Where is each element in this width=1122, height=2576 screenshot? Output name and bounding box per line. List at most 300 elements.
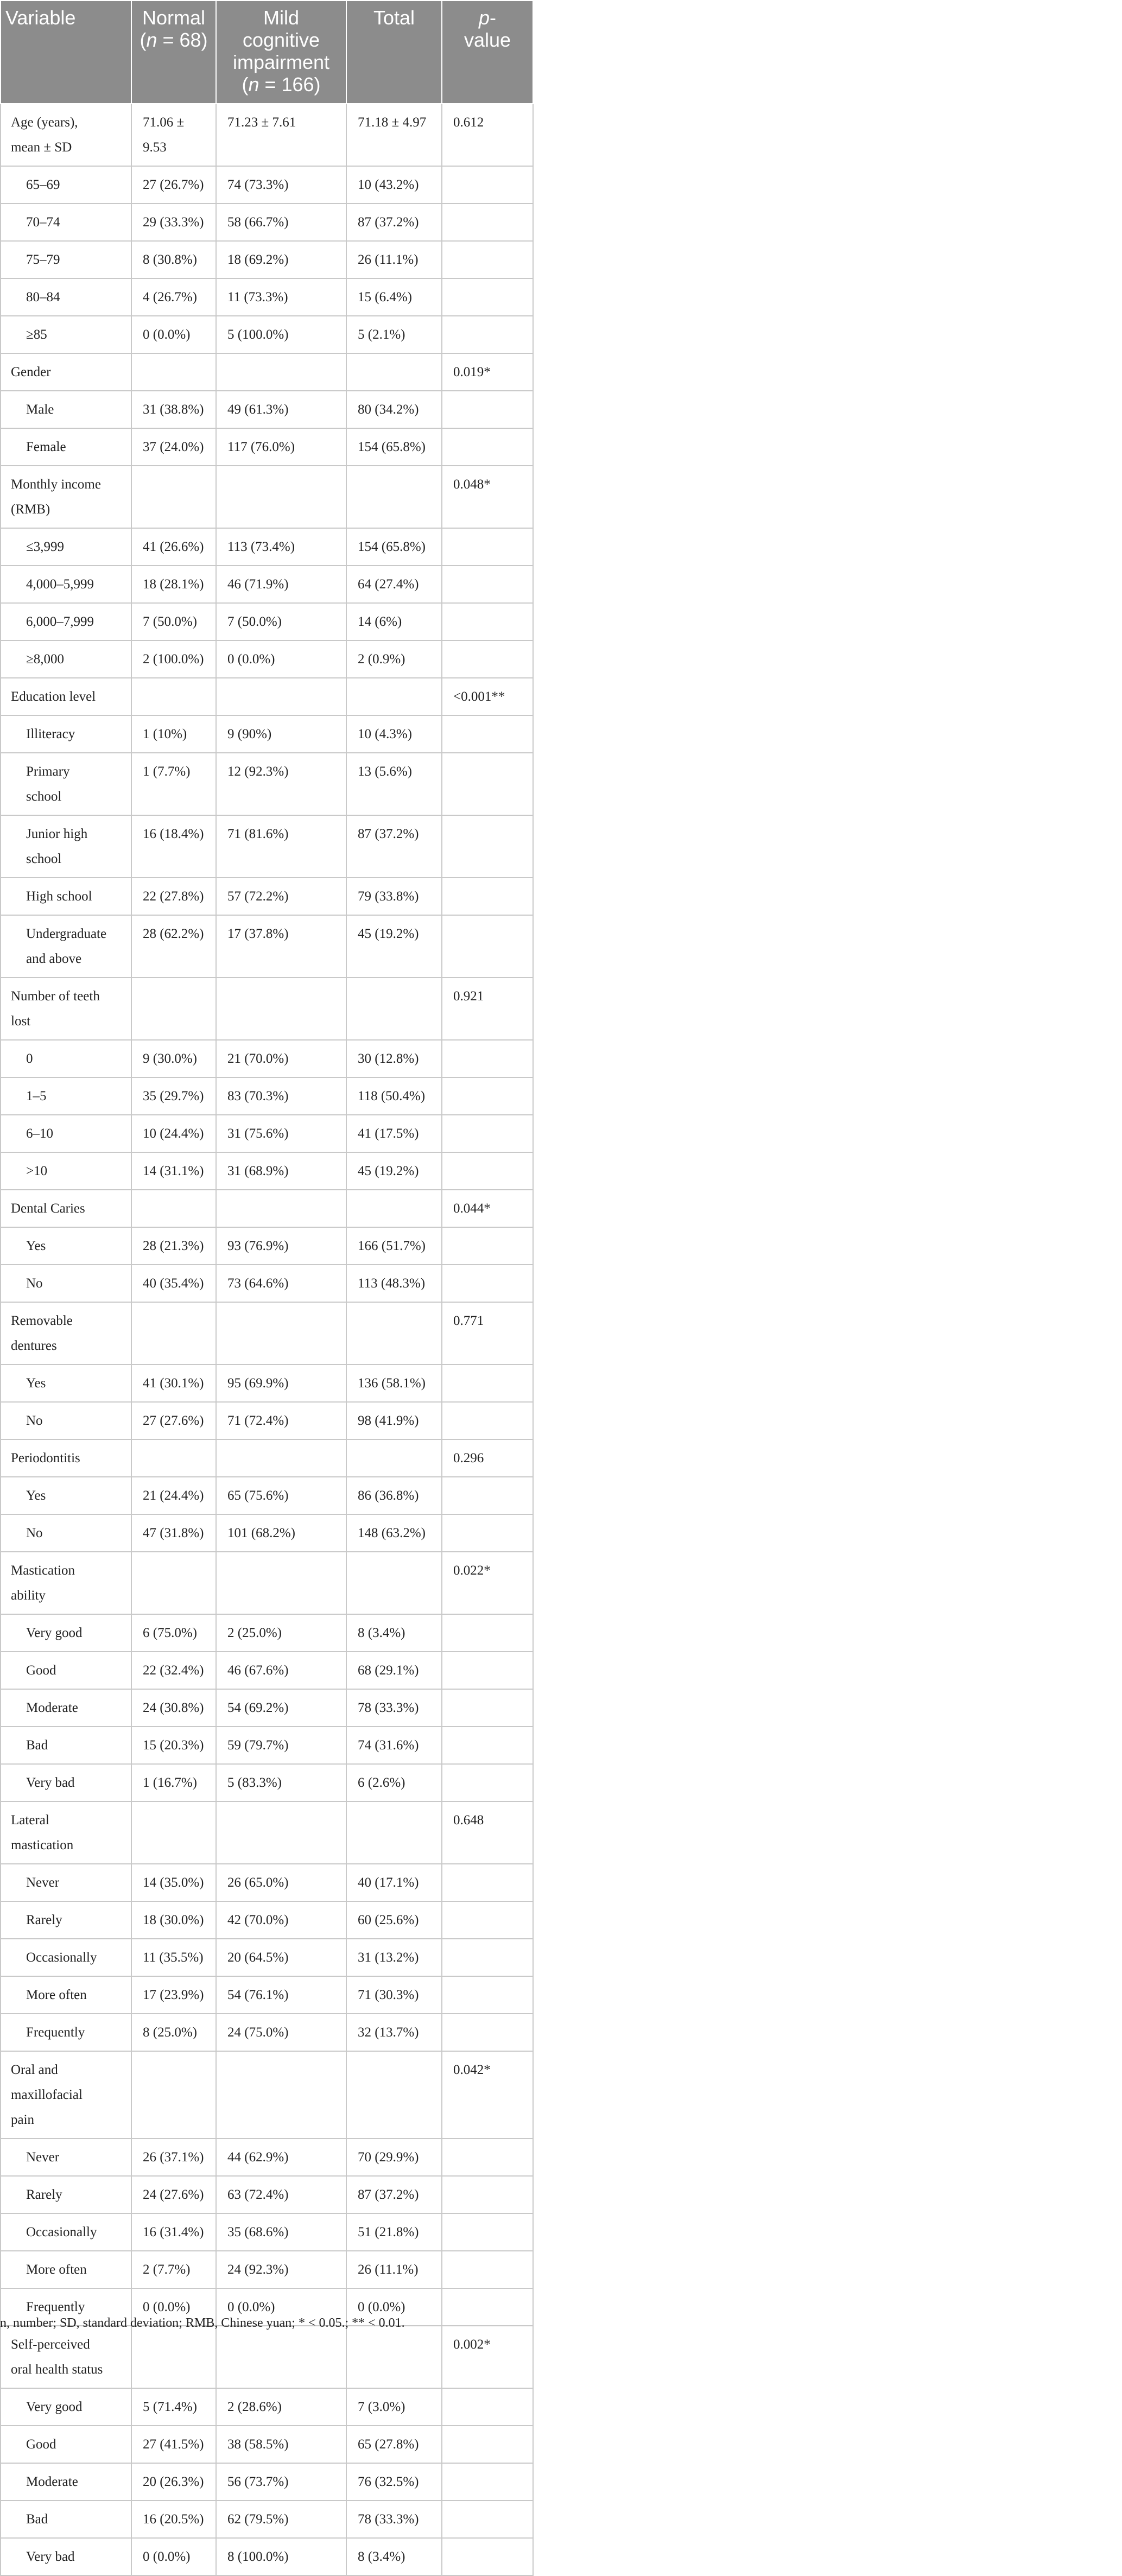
header-line: (n = 166) [242, 73, 321, 96]
variable-label: Good [26, 1663, 56, 1678]
normal-cell [131, 1801, 216, 1864]
table-row [1, 2014, 533, 2051]
normal-cell [131, 2326, 216, 2388]
p-value-cell [442, 2139, 533, 2176]
normal-cell: 15 (20.3%) [131, 1727, 216, 1764]
mci-cell: 74 (73.3%) [216, 166, 346, 204]
normal-cell: 24 (30.8%) [131, 1689, 216, 1727]
mci-cell: 38 (58.5%) [216, 2426, 346, 2463]
p-value-cell [442, 1939, 533, 1976]
total-cell: 136 (58.1%) [346, 1365, 442, 1402]
variable-cell [1, 391, 131, 428]
total-cell: 60 (25.6%) [346, 1901, 442, 1939]
table-row [1, 1402, 533, 1439]
table-row [1, 1901, 533, 1939]
variable-label: 80–84 [26, 290, 60, 304]
mci-cell: 58 (66.7%) [216, 204, 346, 241]
normal-cell: 17 (23.9%) [131, 1976, 216, 2014]
total-cell: 0 (0.0%) [346, 2288, 442, 2326]
total-cell: 7 (3.0%) [346, 2388, 442, 2426]
table-row [1, 1227, 533, 1265]
p-value-cell [442, 2213, 533, 2251]
variable-cell [1, 678, 131, 715]
normal-cell: 21 (24.4%) [131, 1477, 216, 1514]
variable-cell [1, 1689, 131, 1727]
p-value-cell: 0.042* [442, 2051, 533, 2139]
p-value-cell: 0.044* [442, 1190, 533, 1227]
p-value-cell [442, 1514, 533, 1552]
variable-cell [1, 715, 131, 753]
p-value-cell [442, 1115, 533, 1152]
normal-cell: 26 (37.1%) [131, 2139, 216, 2176]
variable-cell [1, 1552, 131, 1614]
mci-cell: 62 (79.5%) [216, 2501, 346, 2538]
total-cell [346, 2326, 442, 2388]
variable-cell [1, 878, 131, 915]
total-cell: 68 (29.1%) [346, 1652, 442, 1689]
mci-cell: 31 (68.9%) [216, 1152, 346, 1190]
normal-cell: 9 (30.0%) [131, 1040, 216, 1077]
mci-cell: 93 (76.9%) [216, 1227, 346, 1265]
table-row [1, 1115, 533, 1152]
normal-cell: 47 (31.8%) [131, 1514, 216, 1552]
total-cell: 118 (50.4%) [346, 1077, 442, 1115]
mci-cell: 2 (25.0%) [216, 1614, 346, 1652]
p-value-cell [442, 2014, 533, 2051]
total-cell: 15 (6.4%) [346, 278, 442, 316]
variable-cell [1, 1077, 131, 1115]
variable-cell [1, 2501, 131, 2538]
total-cell: 79 (33.8%) [346, 878, 442, 915]
normal-cell: 31 (38.8%) [131, 391, 216, 428]
table-row [1, 2326, 533, 2388]
variable-cell [1, 1976, 131, 2014]
mci-cell [216, 2051, 346, 2139]
mci-cell: 9 (90%) [216, 715, 346, 753]
mci-cell [216, 1439, 346, 1477]
header-line: Variable [5, 7, 76, 29]
normal-cell: 5 (71.4%) [131, 2388, 216, 2426]
p-value-cell: 0.648 [442, 1801, 533, 1864]
normal-cell: 7 (50.0%) [131, 603, 216, 640]
header-line: Normal [142, 7, 205, 29]
table-row [1, 1152, 533, 1190]
mci-cell: 73 (64.6%) [216, 1265, 346, 1302]
variable-label: Bad [26, 1738, 48, 1753]
mci-cell: 59 (79.7%) [216, 1727, 346, 1764]
table-row [1, 353, 533, 391]
total-cell [346, 1439, 442, 1477]
total-cell [346, 353, 442, 391]
p-value-cell [442, 815, 533, 878]
normal-cell: 24 (27.6%) [131, 2176, 216, 2213]
normal-cell: 6 (75.0%) [131, 1614, 216, 1652]
normal-cell: 22 (32.4%) [131, 1652, 216, 1689]
table-row [1, 678, 533, 715]
table-row [1, 715, 533, 753]
normal-cell [131, 678, 216, 715]
p-value-cell: 0.612 [442, 104, 533, 166]
variable-cell [1, 1115, 131, 1152]
mci-cell [216, 1552, 346, 1614]
p-value-cell [442, 528, 533, 566]
variable-label: Frequently [26, 2025, 85, 2040]
total-cell [346, 466, 442, 528]
total-cell [346, 678, 442, 715]
table-row [1, 316, 533, 353]
variable-label: Primary [26, 764, 70, 779]
mci-cell: 54 (76.1%) [216, 1976, 346, 2014]
mci-cell: 71 (81.6%) [216, 815, 346, 878]
p-value-cell [442, 715, 533, 753]
variable-label: (RMB) [11, 502, 50, 517]
variable-cell [1, 2426, 131, 2463]
normal-cell: 10 (24.4%) [131, 1115, 216, 1152]
variable-cell [1, 1152, 131, 1190]
total-cell: 14 (6%) [346, 603, 442, 640]
variable-label: ≤3,999 [26, 540, 64, 554]
total-cell: 76 (32.5%) [346, 2463, 442, 2501]
table-row [1, 241, 533, 278]
total-cell: 32 (13.7%) [346, 2014, 442, 2051]
p-value-cell [442, 1077, 533, 1115]
mci-cell: 35 (68.6%) [216, 2213, 346, 2251]
variable-cell [1, 1514, 131, 1552]
normal-cell: 18 (30.0%) [131, 1901, 216, 1939]
mci-cell: 17 (37.8%) [216, 915, 346, 978]
mci-cell [216, 1302, 346, 1365]
table-row [1, 1077, 533, 1115]
variable-cell [1, 204, 131, 241]
variable-cell [1, 2538, 131, 2575]
total-cell: 6 (2.6%) [346, 1764, 442, 1801]
mci-cell: 8 (100.0%) [216, 2538, 346, 2575]
total-cell: 26 (11.1%) [346, 241, 442, 278]
variable-label: ≥8,000 [26, 652, 64, 667]
table-row [1, 1864, 533, 1901]
variable-label: school [26, 789, 62, 804]
mci-cell: 18 (69.2%) [216, 241, 346, 278]
variable-cell [1, 1652, 131, 1689]
p-value-cell [442, 1040, 533, 1077]
mci-cell: 101 (68.2%) [216, 1514, 346, 1552]
total-cell [346, 1552, 442, 1614]
table-row [1, 391, 533, 428]
total-cell: 78 (33.3%) [346, 1689, 442, 1727]
variable-label: Rarely [26, 2187, 62, 2202]
mci-cell: 113 (73.4%) [216, 528, 346, 566]
p-value-cell [442, 1402, 533, 1439]
demographics-table [0, 0, 534, 2576]
variable-cell [1, 1477, 131, 1514]
total-cell [346, 1801, 442, 1864]
header-variable [1, 1, 131, 104]
normal-cell: 41 (30.1%) [131, 1365, 216, 1402]
mci-cell: 21 (70.0%) [216, 1040, 346, 1077]
p-value-cell [442, 2176, 533, 2213]
normal-cell: 8 (30.8%) [131, 241, 216, 278]
variable-cell [1, 2213, 131, 2251]
variable-label: Yes [26, 1376, 46, 1391]
p-value-cell [442, 566, 533, 603]
variable-label: Never [26, 2150, 60, 2165]
table-row [1, 1939, 533, 1976]
header-p-value [442, 1, 533, 104]
variable-label: Illiteracy [26, 727, 75, 741]
total-cell: 87 (37.2%) [346, 2176, 442, 2213]
table-row [1, 1976, 533, 2014]
variable-cell [1, 1302, 131, 1365]
normal-cell: 18 (28.1%) [131, 566, 216, 603]
normal-cell: 22 (27.8%) [131, 878, 216, 915]
variable-label: Bad [26, 2512, 48, 2527]
table-row [1, 1801, 533, 1864]
mci-cell [216, 1801, 346, 1864]
normal-cell: 14 (35.0%) [131, 1864, 216, 1901]
p-value-cell [442, 2388, 533, 2426]
total-cell: 113 (48.3%) [346, 1265, 442, 1302]
table-row [1, 166, 533, 204]
mci-cell: 71.23 ± 7.61 [216, 104, 346, 166]
table-row [1, 1652, 533, 1689]
variable-label: Occasionally [26, 1950, 97, 1965]
variable-label: school [26, 852, 62, 866]
variable-cell [1, 640, 131, 678]
variable-label: No [26, 1413, 43, 1428]
total-cell: 40 (17.1%) [346, 1864, 442, 1901]
header-line: Total [373, 7, 415, 29]
table-row [1, 2463, 533, 2501]
normal-cell: 4 (26.7%) [131, 278, 216, 316]
mci-cell: 5 (83.3%) [216, 1764, 346, 1801]
variable-label: Monthly income [11, 477, 101, 492]
variable-cell [1, 1614, 131, 1652]
p-value-cell [442, 878, 533, 915]
normal-cell: 14 (31.1%) [131, 1152, 216, 1190]
table-row [1, 1265, 533, 1302]
normal-cell: 1 (16.7%) [131, 1764, 216, 1801]
total-cell: 10 (43.2%) [346, 166, 442, 204]
normal-cell: 0 (0.0%) [131, 316, 216, 353]
variable-label: Junior high [26, 827, 88, 841]
variable-label: Age (years), [11, 115, 78, 130]
mci-cell: 12 (92.3%) [216, 753, 346, 815]
normal-cell: 28 (62.2%) [131, 915, 216, 978]
header-normal [131, 1, 216, 104]
mci-cell: 7 (50.0%) [216, 603, 346, 640]
p-value-cell [442, 1614, 533, 1652]
variable-cell [1, 815, 131, 878]
normal-cell: 16 (31.4%) [131, 2213, 216, 2251]
p-value-cell [442, 1864, 533, 1901]
table-row [1, 815, 533, 878]
mci-cell [216, 353, 346, 391]
p-value-cell [442, 1689, 533, 1727]
mci-cell: 44 (62.9%) [216, 2139, 346, 2176]
variable-cell [1, 1801, 131, 1864]
total-cell: 70 (29.9%) [346, 2139, 442, 2176]
variable-cell [1, 1901, 131, 1939]
mci-cell [216, 2326, 346, 2388]
variable-label: Periodontitis [11, 1451, 80, 1465]
variable-cell [1, 1265, 131, 1302]
total-cell: 45 (19.2%) [346, 1152, 442, 1190]
normal-cell: 11 (35.5%) [131, 1939, 216, 1976]
variable-label: Very bad [26, 1775, 75, 1790]
variable-label: mean ± SD [11, 140, 72, 155]
normal-cell: 28 (21.3%) [131, 1227, 216, 1265]
total-cell: 8 (3.4%) [346, 1614, 442, 1652]
table-row [1, 1302, 533, 1365]
table-row [1, 466, 533, 528]
normal-cell: 40 (35.4%) [131, 1265, 216, 1302]
total-cell: 64 (27.4%) [346, 566, 442, 603]
normal-cell [131, 1552, 216, 1614]
p-value-cell [442, 2463, 533, 2501]
mci-cell: 5 (100.0%) [216, 316, 346, 353]
variable-label: Rarely [26, 1913, 62, 1927]
p-value-cell: <0.001** [442, 678, 533, 715]
mci-cell: 0 (0.0%) [216, 640, 346, 678]
variable-label: ability [11, 1588, 46, 1603]
variable-cell [1, 528, 131, 566]
table-row [1, 1689, 533, 1727]
p-value-cell: 0.022* [442, 1552, 533, 1614]
variable-label: Lateral [11, 1813, 49, 1828]
header-line: cognitive [242, 29, 320, 51]
total-cell: 8 (3.4%) [346, 2538, 442, 2575]
variable-cell [1, 603, 131, 640]
normal-cell: 71.06 ± 9.53 [131, 104, 216, 166]
table-footnote: n, number; SD, standard deviation; RMB, Chinese yuan; * < 0.05.; ** < 0.01. [0, 2316, 405, 2330]
table-row [1, 1477, 533, 1514]
mci-cell: 117 (76.0%) [216, 428, 346, 466]
table-row [1, 2051, 533, 2139]
total-cell: 80 (34.2%) [346, 391, 442, 428]
header-line: p- [478, 7, 497, 29]
p-value-cell: 0.296 [442, 1439, 533, 1477]
p-value-cell [442, 603, 533, 640]
total-cell: 78 (33.3%) [346, 2501, 442, 2538]
table-row [1, 978, 533, 1040]
variable-cell [1, 104, 131, 166]
normal-cell [131, 1439, 216, 1477]
p-value-cell [442, 1477, 533, 1514]
variable-label: 1–5 [26, 1089, 47, 1103]
table-row [1, 2213, 533, 2251]
p-value-cell [442, 1727, 533, 1764]
mci-cell: 26 (65.0%) [216, 1864, 346, 1901]
total-cell: 26 (11.1%) [346, 2251, 442, 2288]
variable-cell [1, 1365, 131, 1402]
total-cell: 13 (5.6%) [346, 753, 442, 815]
total-cell: 98 (41.9%) [346, 1402, 442, 1439]
variable-cell [1, 1439, 131, 1477]
mci-cell: 49 (61.3%) [216, 391, 346, 428]
total-cell: 51 (21.8%) [346, 2213, 442, 2251]
variable-cell [1, 753, 131, 815]
total-cell: 31 (13.2%) [346, 1939, 442, 1976]
mci-cell: 46 (67.6%) [216, 1652, 346, 1689]
table-row [1, 566, 533, 603]
table-row [1, 2139, 533, 2176]
total-cell: 166 (51.7%) [346, 1227, 442, 1265]
variable-cell [1, 353, 131, 391]
variable-cell [1, 2014, 131, 2051]
variable-label: Male [26, 402, 54, 417]
total-cell [346, 1302, 442, 1365]
mci-cell: 31 (75.6%) [216, 1115, 346, 1152]
table-row [1, 428, 533, 466]
normal-cell: 0 (0.0%) [131, 2288, 216, 2326]
mci-cell: 24 (92.3%) [216, 2251, 346, 2288]
table-header [1, 1, 533, 104]
table-row [1, 278, 533, 316]
table-row [1, 1439, 533, 1477]
variable-label: Yes [26, 1488, 46, 1503]
table-row [1, 104, 533, 166]
normal-cell [131, 978, 216, 1040]
table-row [1, 2426, 533, 2463]
variable-cell [1, 2139, 131, 2176]
mci-cell: 71 (72.4%) [216, 1402, 346, 1439]
mci-cell [216, 678, 346, 715]
total-cell: 65 (27.8%) [346, 2426, 442, 2463]
variable-label: Yes [26, 1239, 46, 1253]
table-row [1, 528, 533, 566]
mci-cell: 42 (70.0%) [216, 1901, 346, 1939]
mci-cell: 83 (70.3%) [216, 1077, 346, 1115]
table-row [1, 915, 533, 978]
total-cell: 86 (36.8%) [346, 1477, 442, 1514]
variable-cell [1, 428, 131, 466]
variable-label: Mastication [11, 1563, 75, 1578]
normal-cell: 35 (29.7%) [131, 1077, 216, 1115]
total-cell: 2 (0.9%) [346, 640, 442, 678]
variable-cell [1, 1727, 131, 1764]
table-row [1, 753, 533, 815]
p-value-cell [442, 204, 533, 241]
variable-label: Very good [26, 2400, 83, 2414]
p-value-cell [442, 2251, 533, 2288]
variable-cell [1, 915, 131, 978]
mci-cell: 65 (75.6%) [216, 1477, 346, 1514]
total-cell: 148 (63.2%) [346, 1514, 442, 1552]
variable-cell [1, 566, 131, 603]
normal-cell: 27 (41.5%) [131, 2426, 216, 2463]
total-cell: 41 (17.5%) [346, 1115, 442, 1152]
normal-cell: 37 (24.0%) [131, 428, 216, 466]
variable-label: maxillofacial [11, 2088, 83, 2102]
variable-cell [1, 2051, 131, 2139]
variable-label: Moderate [26, 2475, 78, 2489]
variable-label: ≥85 [26, 327, 47, 342]
p-value-cell [442, 1976, 533, 2014]
table-row [1, 640, 533, 678]
normal-cell: 2 (100.0%) [131, 640, 216, 678]
total-cell: 154 (65.8%) [346, 528, 442, 566]
variable-label: 70–74 [26, 215, 60, 230]
mci-cell: 57 (72.2%) [216, 878, 346, 915]
variable-cell [1, 2176, 131, 2213]
normal-cell: 8 (25.0%) [131, 2014, 216, 2051]
p-value-cell [442, 428, 533, 466]
mci-cell: 95 (69.9%) [216, 1365, 346, 1402]
table-row [1, 1190, 533, 1227]
table-row [1, 2538, 533, 2575]
total-cell: 74 (31.6%) [346, 1727, 442, 1764]
table-row [1, 603, 533, 640]
